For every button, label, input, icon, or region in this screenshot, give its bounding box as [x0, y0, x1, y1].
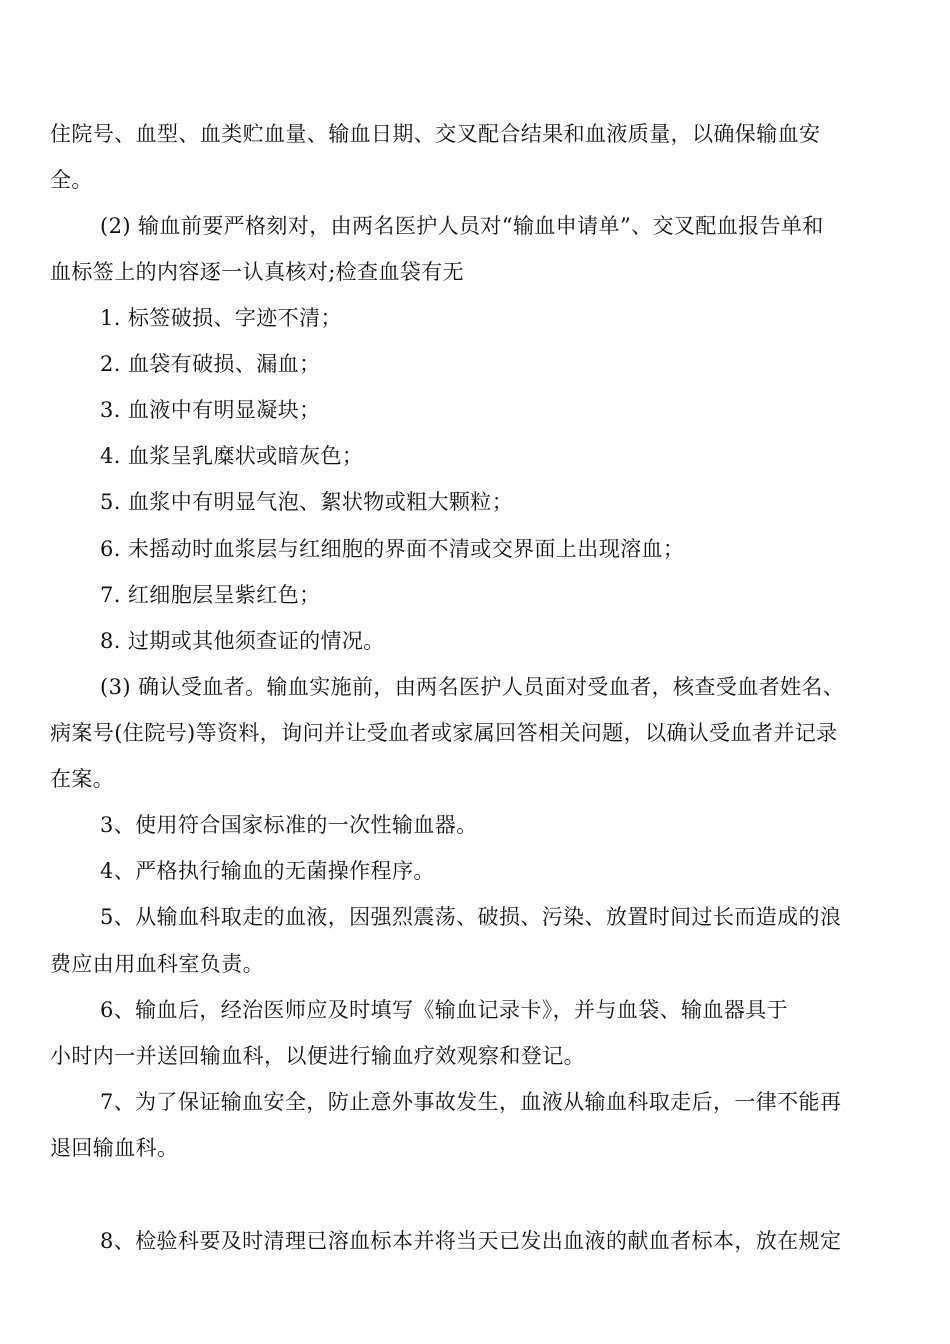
list-item-7: 7. 红细胞层呈紫红色；	[100, 583, 321, 607]
text-line-2: 全。	[50, 168, 93, 192]
text-line-13: (3) 确认受血者。输血实施前，由两名医护人员面对受血者，核查受血者姓名、	[100, 675, 845, 699]
text-line-21: 小时内一并送回输血科，以便进行输血疗效观察和登记。	[50, 1044, 585, 1068]
text-line-24: 8、检验科要及时清理已溶血标本并将当天已发出血液的献血者标本，放在规定	[100, 1229, 842, 1253]
text-line-17: 4、严格执行输血的无菌操作程序。	[100, 859, 435, 883]
text-line-22: 7、为了保证输血安全，防止意外事故发生，血液从输血科取走后，一律不能再	[100, 1090, 842, 1114]
list-item-3: 3. 血液中有明显凝块；	[100, 398, 321, 422]
text-line-16: 3、使用符合国家标准的一次性输血器。	[100, 813, 478, 837]
list-item-2: 2. 血袋有破损、漏血；	[100, 352, 321, 376]
text-line-19: 费应由用血科室负责。	[50, 952, 264, 976]
text-line-18: 5、从输血科取走的血液，因强烈震荡、破损、污染、放置时间过长而造成的浪	[100, 905, 842, 929]
text-line-20: 6、输血后，经治医师应及时填写《输血记录卡》，并与血袋、输血器具于	[100, 998, 789, 1022]
text-line-4: 血标签上的内容逐一认真核对;检查血袋有无	[50, 260, 465, 284]
text-line-23: 退回输血科。	[50, 1136, 179, 1160]
list-item-8: 8. 过期或其他须查证的情况。	[100, 629, 385, 653]
list-item-6: 6. 未摇动时血浆层与红细胞的界面不清或交界面上出现溶血；	[100, 537, 685, 561]
text-line-15: 在案。	[50, 767, 115, 791]
text-line-3: (2) 输血前要严格刻对，由两名医护人员对“输血申请单”、交叉配血报告单和	[100, 214, 824, 238]
list-item-1: 1. 标签破损、字迹不清；	[100, 306, 342, 330]
list-item-4: 4. 血浆呈乳糜状或暗灰色；	[100, 444, 364, 468]
text-line-14: 病案号(住院号)等资料，询问并让受血者或家属回答相关问题，以确认受血者并记录	[50, 721, 838, 745]
list-item-5: 5. 血浆中有明显气泡、絮状物或粗大颗粒；	[100, 490, 514, 514]
text-line-1: 住院号、血型、血类贮血量、输血日期、交叉配合结果和血液质量，以确保输血安	[50, 122, 821, 146]
